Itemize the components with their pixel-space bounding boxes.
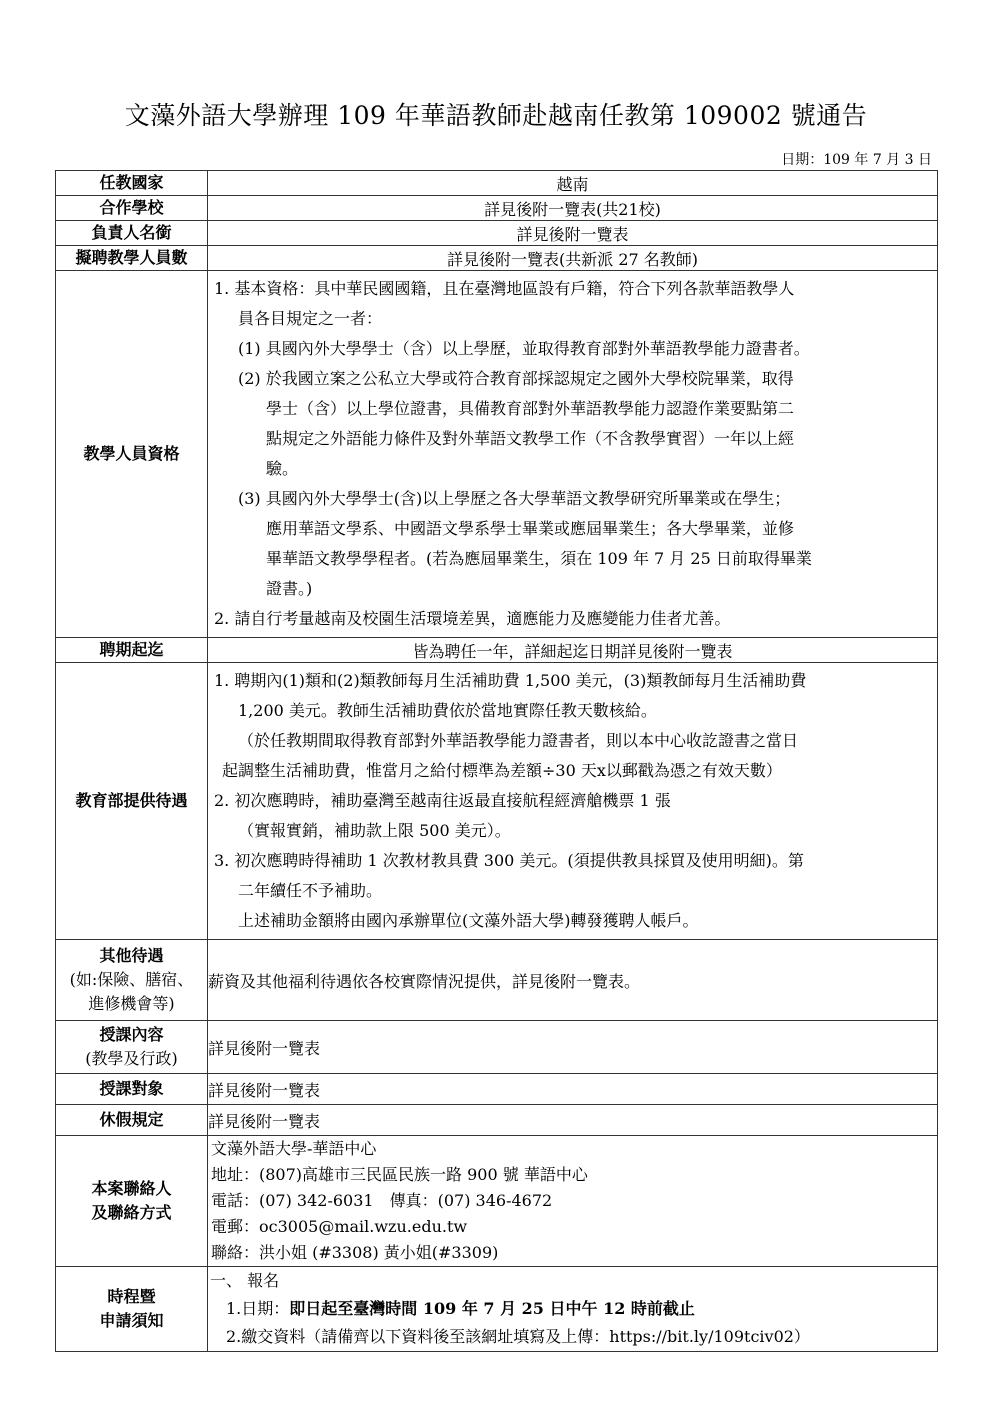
qualification-line: 應用華語文學系、中國語文學系學士畢業或應屆畢業生；各大學畢業，並修 [266,519,795,538]
deadline-value: 即日起至臺灣時間 109 年 7 月 25 日中午 12 時前截止 [289,1299,695,1318]
row-schedule [56,1267,938,1352]
contact-label-line: 本案聯絡人 [91,1179,172,1198]
country-value: 越南 [208,171,938,196]
contact-person-label: 負責人名銜 [56,221,208,246]
qualification-line: 點規定之外語能力條件及對外華語文教學工作（不含教學實習）一年以上經 [266,429,795,448]
benefit-line: 二年續任不予補助。 [238,881,383,900]
benefit-line: 1. 聘期內(1)類和(2)類教師每月生活補助費 1,500 美元，(3)類教師每月生活補助費 [214,671,807,690]
schedule-submit-link[interactable]: 2.繳交資料（請備齊以下資料後至該網址填寫及上傳：https://bit.ly/109tciv02） [226,1327,810,1346]
benefit-line: 3. 初次應聘時得補助 1 次教材教具費 300 美元。(須提供教具採買及使用明細)。第 [214,851,804,870]
qualification-line: 2. 請自行考量越南及校園生活環境差異，適應能力及應變能力佳者尤善。 [214,609,731,628]
benefit-line: 2. 初次應聘時，補助臺灣至越南往返最直接航程經濟艙機票 1 張 [214,791,671,810]
teaching-content-note: (教學及行政) [85,1049,178,1068]
contact-label-line: 及聯絡方式 [91,1203,172,1222]
deadline-prefix: 1.日期： [226,1299,290,1318]
benefit-line: 1,200 美元。教師生活補助費依於當地實際任教天數核給。 [238,701,657,720]
schedule-deadline [208,1295,937,1323]
other-benefits-note: 進修機會等) [88,994,175,1013]
row-contact-person [56,221,938,246]
row-teaching-target [56,1074,938,1105]
row-qualifications [56,271,938,638]
qualification-line: 學士（含）以上學位證書，具備教育部對外華語教學能力認證作業要點第二 [266,399,795,418]
schools-label: 合作學校 [56,196,208,221]
contact-phone: 電話：(07) 342-6031 傳真：(07) 346-4672 [211,1191,553,1210]
benefit-line: （於任教期間取得教育部對外華語教學能力證書者，則以本中心收訖證書之當日 [238,731,799,750]
other-benefits-label [56,940,208,1021]
other-benefits-title: 其他待遇 [99,946,164,965]
row-contract-period [56,638,938,663]
qualifications-value [208,271,938,638]
document-title: 文藻外語大學辦理 109 年華語教師赴越南任教第 109002 號通告 [124,101,868,130]
qualification-line: 畢華語文教學學程者。(若為應屆畢業生，須在 109 年 7 月 25 日前取得畢業 [266,549,812,568]
benefit-line: 起調整生活補助費，惟當月之給付標準為差額÷30 天x以郵戳為憑之有效天數） [222,761,782,780]
contact-org: 文藻外語大學-華語中心 [211,1139,377,1158]
row-leave-rules [56,1105,938,1136]
document-date: 日期：109 年 7 月 3 日 [781,152,932,168]
qualification-line: 驗。 [266,459,299,478]
contact-people: 聯絡：洪小姐 (#3308) 黃小姐(#3309) [211,1243,499,1262]
row-other-benefits [56,940,938,1021]
teaching-content-value: 詳見後附一覽表 [208,1021,938,1074]
qualification-line: 1. 基本資格：具中華民國國籍，且在臺灣地區設有戶籍，符合下列各款華語教學人 [214,279,795,298]
benefit-line: 上述補助金額將由國內承辦單位(文藻外語大學)轉發獲聘人帳戶。 [238,911,699,930]
qualifications-label: 教學人員資格 [56,271,208,638]
benefit-line: （實報實銷，補助款上限 500 美元）。 [238,821,511,840]
other-benefits-note: (如:保險、膳宿、 [69,970,194,989]
row-schools [56,196,938,221]
row-contact [56,1136,938,1267]
other-benefits-value: 薪資及其他福利待遇依各校實際情況提供，詳見後附一覽表。 [208,940,938,1021]
schedule-value [208,1267,938,1352]
teachers-count-label: 擬聘教學人員數 [56,246,208,271]
contact-address: 地址：(807)高雄市三民區民族一路 900 號 華語中心 [211,1165,588,1184]
schedule-section-title: 一、 報名 [210,1271,280,1290]
contact-value [208,1136,938,1267]
schedule-label-line: 申請須知 [99,1311,164,1330]
schedule-label-line: 時程暨 [107,1287,156,1306]
teaching-target-label: 授課對象 [56,1074,208,1105]
contact-label [56,1136,208,1267]
qualification-line: (1) 具國內外大學學士（含）以上學歷，並取得教育部對外華語教學能力證書者。 [238,339,810,358]
contact-email-link[interactable]: 電郵：oc3005@mail.wzu.edu.tw [211,1217,468,1236]
teaching-content-title: 授課內容 [99,1025,164,1044]
teaching-target-value: 詳見後附一覽表 [208,1074,938,1105]
moe-benefits-value [208,663,938,940]
schools-value: 詳見後附一覽表(共21校) [208,196,938,221]
contact-person-value: 詳見後附一覽表 [208,221,938,246]
schedule-label [56,1267,208,1352]
qualification-line: 證書。) [266,579,313,598]
contract-period-value: 皆為聘任一年，詳細起迄日期詳見後附一覽表 [208,638,938,663]
contract-period-label: 聘期起迄 [56,638,208,663]
country-label: 任教國家 [56,171,208,196]
row-moe-benefits [56,663,938,940]
teachers-count-value: 詳見後附一覽表(共新派 27 名教師) [208,246,938,271]
row-teaching-content [56,1021,938,1074]
notice-table [55,170,938,1352]
row-teachers-count [56,246,938,271]
qualification-line: (3) 具國內外大學學士(含)以上學歷之各大學華語文教學研究所畢業或在學生； [238,489,791,508]
qualification-line: (2) 於我國立案之公私立大學或符合教育部採認規定之國外大學校院畢業，取得 [238,369,794,388]
row-country [56,171,938,196]
moe-benefits-label: 教育部提供待遇 [56,663,208,940]
leave-rules-label: 休假規定 [56,1105,208,1136]
qualification-line: 員各目規定之一者： [238,309,383,328]
leave-rules-value: 詳見後附一覽表 [208,1105,938,1136]
teaching-content-label [56,1021,208,1074]
